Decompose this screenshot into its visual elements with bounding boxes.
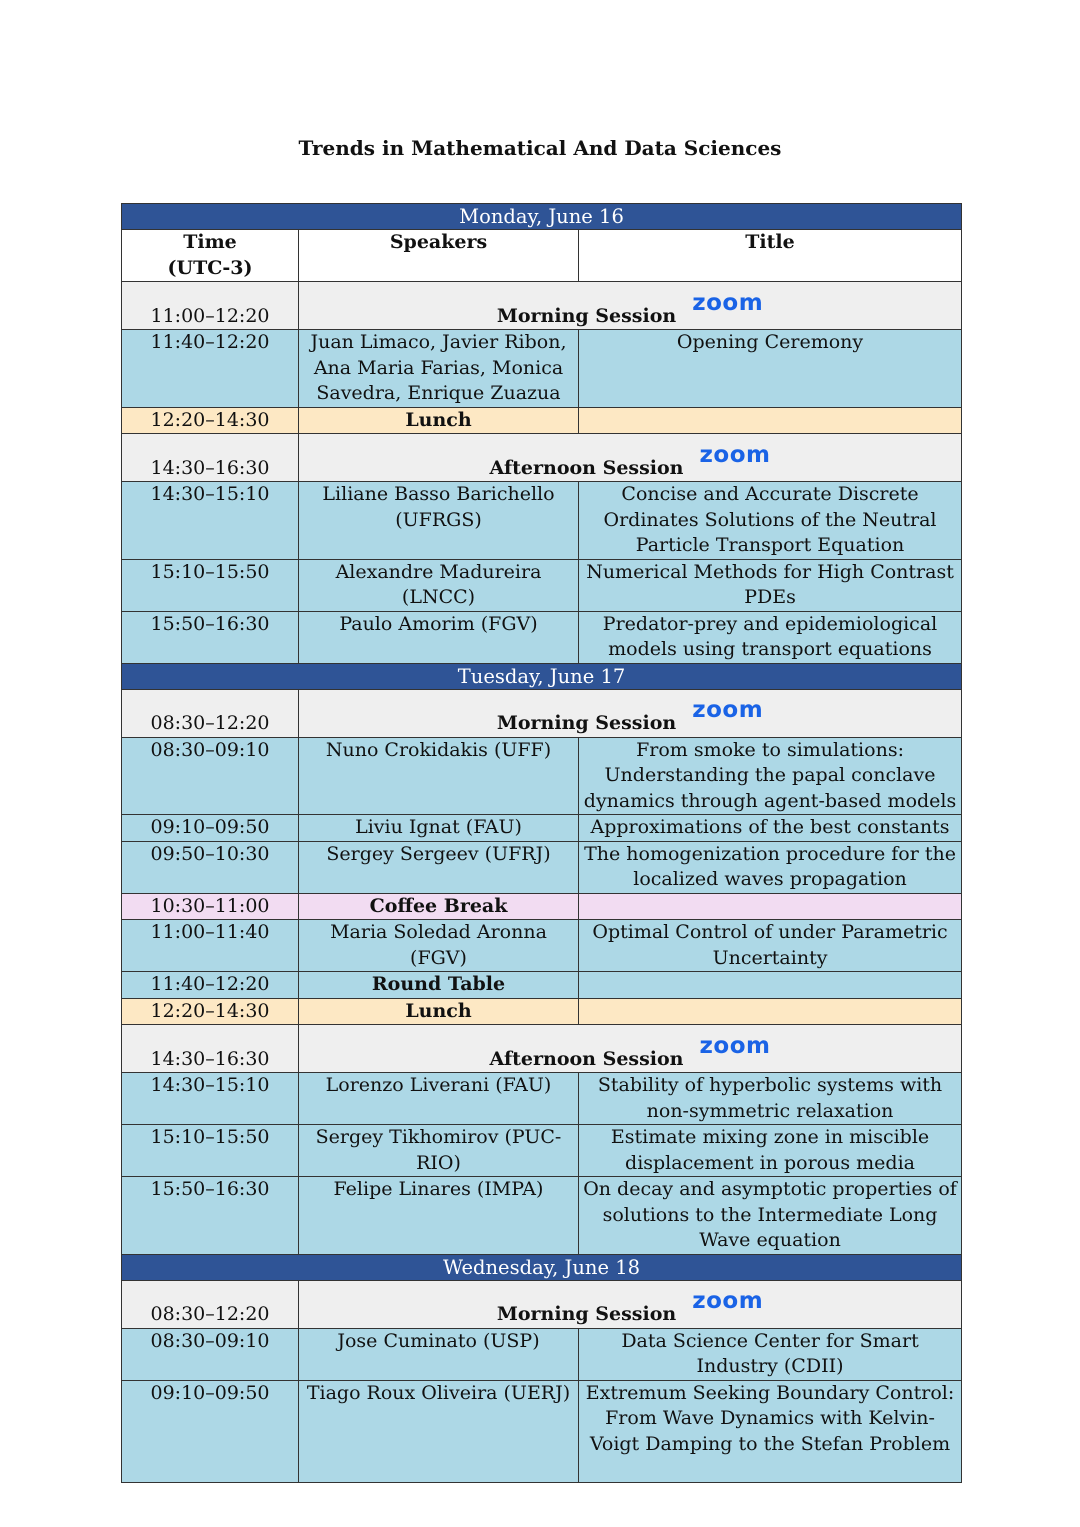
talk-title: From smoke to simulations: Understanding the papal conclave dynamics through agent-based models	[579, 737, 962, 815]
talk-row	[122, 815, 962, 842]
header-speakers: Speakers	[299, 230, 579, 282]
zoom-logo: zoom	[699, 441, 771, 468]
talk-speaker: Juan Limaco, Javier Ribon, Ana Maria Farias, Monica Savedra, Enrique Zuazua	[299, 330, 579, 408]
day-header	[122, 663, 962, 689]
talk-row	[122, 1328, 962, 1380]
session-time: 11:00–12:20	[122, 282, 299, 330]
session-row	[122, 282, 962, 330]
day-header	[122, 204, 962, 230]
zoom-logo: zoom	[692, 1288, 764, 1314]
talk-speaker: Paulo Amorim (FGV)	[299, 611, 579, 663]
talk-title: Extremum Seeking Boundary Control: From Wave Dynamics with Kelvin-Voigt Damping to the Stefan Problem	[579, 1380, 962, 1482]
talk-title: Opening Ceremony	[579, 330, 962, 408]
day-label: Wednesday, June 18	[122, 1254, 962, 1280]
talk-time: 15:10–15:50	[122, 559, 299, 611]
lunch-empty	[579, 407, 962, 434]
round-table-time: 11:40–12:20	[122, 972, 299, 999]
round-table-empty	[579, 972, 962, 999]
talk-speaker: Maria Soledad Aronna (FGV)	[299, 920, 579, 972]
talk-row	[122, 611, 962, 663]
talk-time: 14:30–15:10	[122, 1073, 299, 1125]
lunch-time: 12:20–14:30	[122, 998, 299, 1025]
session-row	[122, 1025, 962, 1073]
talk-title: Data Science Center for Smart Industry (CDII)	[579, 1328, 962, 1380]
talk-title: Numerical Methods for High Contrast PDEs	[579, 559, 962, 611]
talk-title: Predator-prey and epidemiological models using transport equations	[579, 611, 962, 663]
talk-speaker: Sergey Tikhomirov (PUC-RIO)	[299, 1125, 579, 1177]
header-title: Title	[579, 230, 962, 282]
session-cell	[299, 434, 962, 482]
day-label: Monday, June 16	[122, 204, 962, 230]
session-row	[122, 434, 962, 482]
lunch-time: 12:20–14:30	[122, 407, 299, 434]
talk-speaker: Sergey Sergeev (UFRJ)	[299, 841, 579, 893]
session-cell	[299, 1025, 962, 1073]
column-headers	[122, 230, 962, 282]
talk-time: 15:10–15:50	[122, 1125, 299, 1177]
session-label: Afternoon Session	[489, 1047, 684, 1070]
schedule-body	[122, 204, 962, 1483]
talk-time: 08:30–09:10	[122, 737, 299, 815]
round-table-row	[122, 972, 962, 999]
coffee-time: 10:30–11:00	[122, 893, 299, 920]
talk-row	[122, 1073, 962, 1125]
session-cell	[299, 689, 962, 737]
talk-speaker: Tiago Roux Oliveira (UERJ)	[299, 1380, 579, 1482]
talk-row	[122, 330, 962, 408]
coffee-label: Coffee Break	[299, 893, 579, 920]
session-time: 08:30–12:20	[122, 1280, 299, 1328]
talk-time: 09:10–09:50	[122, 815, 299, 842]
talk-row	[122, 559, 962, 611]
talk-time: 08:30–09:10	[122, 1328, 299, 1380]
session-time: 14:30–16:30	[122, 1025, 299, 1073]
talk-time: 15:50–16:30	[122, 611, 299, 663]
talk-row	[122, 737, 962, 815]
talk-speaker: Nuno Crokidakis (UFF)	[299, 737, 579, 815]
talk-speaker: Liliane Basso Barichello (UFRGS)	[299, 482, 579, 560]
talk-row	[122, 841, 962, 893]
talk-speaker: Lorenzo Liverani (FAU)	[299, 1073, 579, 1125]
talk-time: 09:10–09:50	[122, 1380, 299, 1482]
coffee-empty	[579, 893, 962, 920]
lunch-empty	[579, 998, 962, 1025]
talk-time: 14:30–15:10	[122, 482, 299, 560]
lunch-label: Lunch	[299, 407, 579, 434]
talk-time: 11:00–11:40	[122, 920, 299, 972]
talk-row	[122, 920, 962, 972]
coffee-break-row	[122, 893, 962, 920]
round-table-label: Round Table	[299, 972, 579, 999]
day-label: Tuesday, June 17	[122, 663, 962, 689]
session-label: Afternoon Session	[489, 456, 684, 479]
talk-title: Concise and Accurate Discrete Ordinates Solutions of the Neutral Particle Transport Equation	[579, 482, 962, 560]
zoom-logo: zoom	[699, 1032, 771, 1059]
talk-title: The homogenization procedure for the localized waves propagation	[579, 841, 962, 893]
header-time: Time (UTC-3)	[122, 230, 299, 282]
talk-row	[122, 1177, 962, 1255]
day-header	[122, 1254, 962, 1280]
talk-speaker: Liviu Ignat (FAU)	[299, 815, 579, 842]
lunch-row	[122, 998, 962, 1025]
talk-row	[122, 1380, 962, 1482]
talk-time: 11:40–12:20	[122, 330, 299, 408]
session-cell	[299, 282, 962, 330]
lunch-row	[122, 407, 962, 434]
talk-time: 15:50–16:30	[122, 1177, 299, 1255]
session-time: 14:30–16:30	[122, 434, 299, 482]
talk-speaker: Felipe Linares (IMPA)	[299, 1177, 579, 1255]
talk-speaker: Jose Cuminato (USP)	[299, 1328, 579, 1380]
talk-time: 09:50–10:30	[122, 841, 299, 893]
session-row	[122, 1280, 962, 1328]
talk-title: On decay and asymptotic properties of solutions to the Intermediate Long Wave equation	[579, 1177, 962, 1255]
session-time: 08:30–12:20	[122, 689, 299, 737]
lunch-label: Lunch	[299, 998, 579, 1025]
schedule-table	[121, 203, 962, 1483]
talk-title: Stability of hyperbolic systems with non-symmetric relaxation	[579, 1073, 962, 1125]
session-label: Morning Session	[496, 712, 677, 734]
session-row	[122, 689, 962, 737]
session-label: Morning Session	[496, 304, 677, 327]
session-cell	[299, 1280, 962, 1328]
zoom-logo: zoom	[692, 697, 764, 723]
talk-row	[122, 1125, 962, 1177]
talk-speaker: Alexandre Madureira (LNCC)	[299, 559, 579, 611]
talk-title: Estimate mixing zone in miscible displacement in porous media	[579, 1125, 962, 1177]
talk-row	[122, 482, 962, 560]
document-title: Trends in Mathematical And Data Sciences	[298, 136, 782, 160]
talk-title: Optimal Control of under Parametric Uncertainty	[579, 920, 962, 972]
session-label: Morning Session	[496, 1303, 677, 1325]
zoom-logo: zoom	[692, 289, 764, 316]
talk-title: Approximations of the best constants	[579, 815, 962, 842]
